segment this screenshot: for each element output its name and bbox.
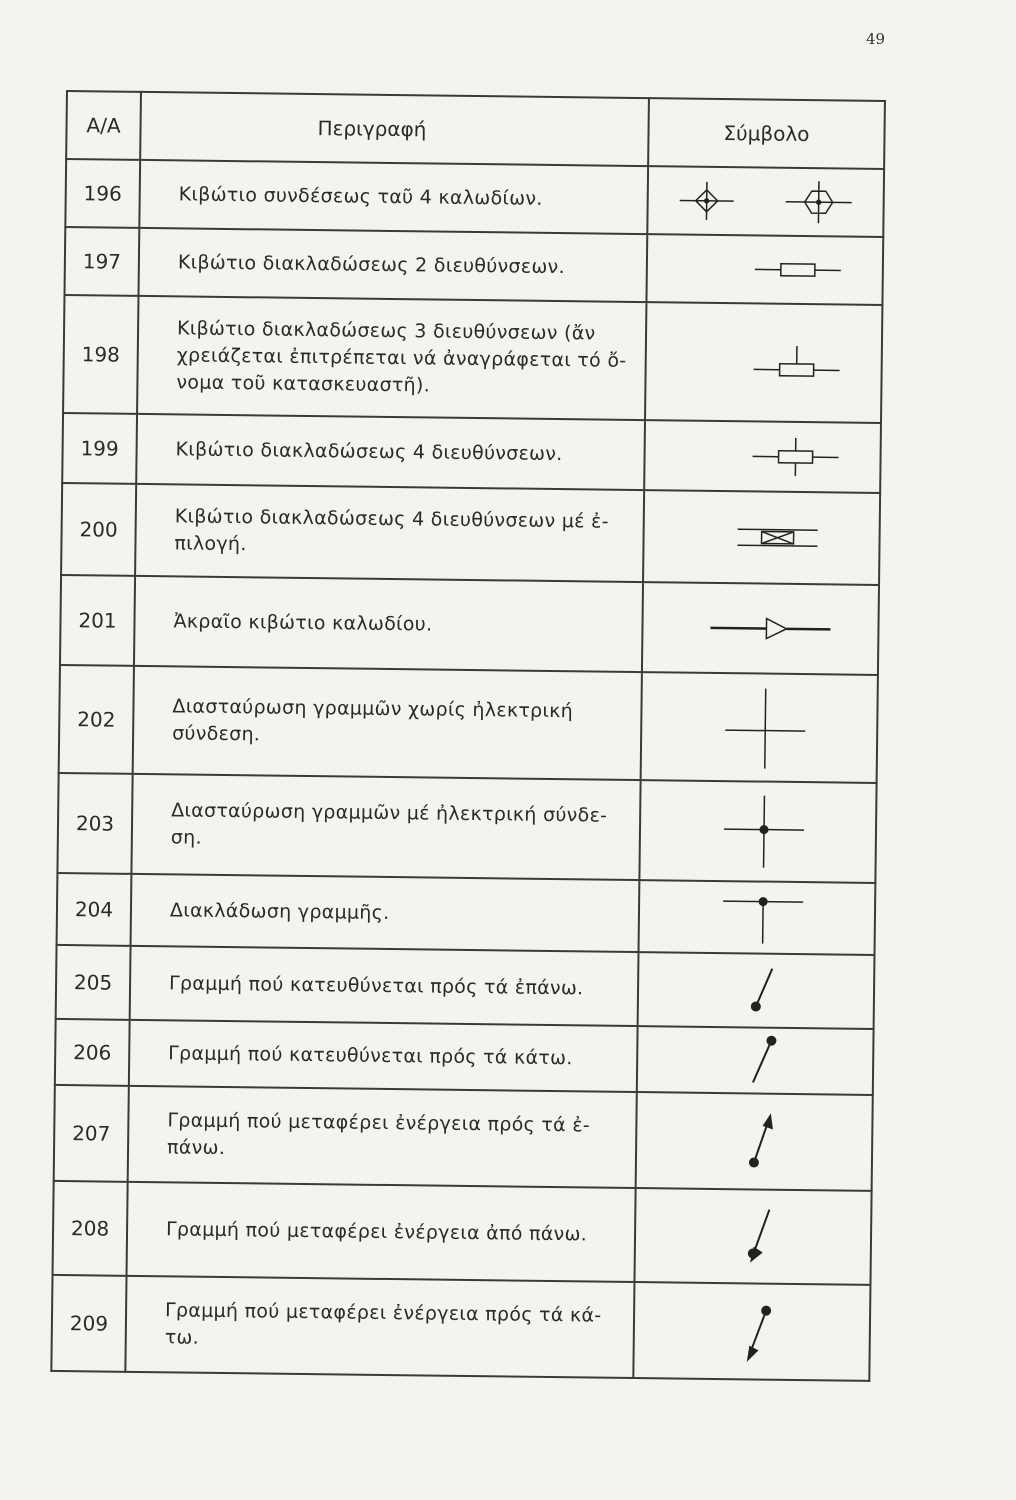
row-description: Διασταύρωση γραμμῶν χωρίς ἠλεκτρική σύνδεση. [133,666,642,780]
row-description: Γραμμή πού κατευθύνεται πρός τά κάτω. [129,1020,638,1092]
row-symbol [647,166,884,237]
row-symbol [641,672,878,783]
table-row [53,1181,872,1285]
row-description: Κιβώτιο διακλαδώσεως 4 διευθύνσεων μέ ἐ-πιλογή. [135,484,644,582]
table-row [57,873,876,955]
row-number: 208 [53,1181,128,1276]
row-description: Διασταύρωση γραμμῶν μέ ἠλεκτρική σύνδε-ση. [131,774,640,880]
table-row [60,575,879,675]
row-number: 204 [57,873,132,946]
row-number: 199 [62,413,137,484]
table-row [56,945,875,1029]
line-crossing-no-connection-icon [649,681,870,774]
row-description: Κιβώτιο συνδέσεως ταῦ 4 καλωδίων. [139,160,648,234]
row-description: Γραμμή πού κατευθύνεται πρός τά ἐπάνω. [130,946,639,1026]
table-row [65,159,884,237]
row-number: 201 [60,575,135,666]
page-number: 49 [866,30,886,48]
header-description: Περιγραφή [140,92,649,166]
row-symbol [636,1092,873,1191]
row-number: 203 [57,773,132,874]
row-symbol [638,952,875,1029]
line-going-up-icon [646,959,867,1022]
row-symbol [645,302,882,423]
branch-box-4-way-icon [652,430,873,483]
cable-end-box-icon [650,607,870,650]
row-description: Ἀκραῖο κιβώτιο καλωδίου. [134,576,643,672]
row-description: Κιβώτιο διακλαδώσεως 3 διευθύνσεων (ἄν χρειάζεται ἐπιτρέπεται νά ἀναγράφεται τό ὄ-νομα τοῦ κατασκευαστῆ). [137,296,646,420]
branch-box-4-way-selector-icon [651,516,871,559]
table-row [51,1275,870,1381]
energy-from-above-icon [643,1200,864,1273]
row-symbol [634,1188,871,1285]
row-symbol [637,1026,874,1095]
energy-upward-icon [644,1105,865,1178]
row-number: 206 [55,1019,130,1086]
row-number: 209 [51,1275,126,1372]
row-number: 202 [59,665,134,774]
table-row [55,1019,874,1095]
row-description: Γραμμή πού μεταφέρει ἐνέργεια ἀπό πάνω. [127,1182,636,1282]
row-number: 205 [56,945,131,1020]
table-header-row [66,91,885,169]
junction-box-4-cables-icon [655,175,876,228]
row-description: Κιβώτιο διακλαδώσεως 4 διευθύνσεων. [136,414,645,490]
table-row [64,227,883,305]
row-description: Κιβώτιο διακλαδώσεως 2 διευθύνσεων. [138,228,647,302]
table-row [59,665,878,783]
header-index: Α/Α [66,91,141,160]
row-symbol [633,1282,870,1381]
energy-downward-icon [641,1295,862,1368]
row-description: Γραμμή πού μεταφέρει ἐνέργεια πρός τά κά-τω. [125,1276,634,1378]
row-number: 197 [64,227,139,296]
line-going-down-icon [645,1029,866,1092]
branch-box-2-way-icon [655,248,875,291]
row-symbol [646,234,883,305]
branch-box-3-way-icon [653,336,874,389]
line-crossing-connection-icon [648,790,869,873]
symbols-table [50,90,886,1382]
table-row [61,483,880,585]
line-branch-icon [647,886,868,949]
row-symbol [644,420,881,493]
table-row [54,1085,873,1191]
row-number: 198 [63,295,138,414]
row-number: 196 [65,159,140,228]
row-symbol [639,880,876,955]
header-symbol: Σύμβολο [648,98,885,169]
row-description: Γραμμή πού μεταφέρει ἐνέργεια πρός τά ἐ-πάνω. [128,1086,637,1188]
row-description: Διακλάδωση γραμμῆς. [131,874,640,952]
row-symbol [642,582,879,675]
row-symbol [639,780,876,883]
row-number: 200 [61,483,136,576]
row-symbol [643,490,880,585]
table-row [57,773,876,883]
row-number: 207 [54,1085,129,1182]
table-row [62,413,881,493]
table-row [63,295,882,423]
